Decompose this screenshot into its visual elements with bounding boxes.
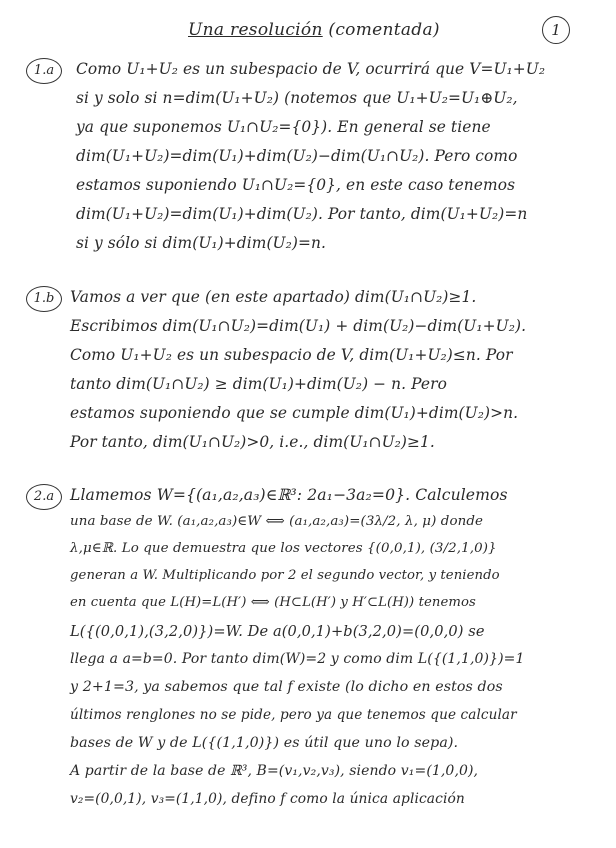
section-label: 2.a [26,484,62,510]
text-line: λ,μ∈ℝ. Lo que demuestra que los vectores {(0,0,1), (3/2,1,0)} [70,541,497,556]
text-line: llega a a=b=0. Por tanto dim(W)=2 y como dim L({(1,1,0)})=1 [70,651,525,667]
text-line: si y sólo si dim(U₁)+dim(U₂)=n. [76,234,326,252]
text-line: Como U₁+U₂ es un subespacio de V, dim(U₁+U₂)≤n. Por [70,346,513,364]
text-line: generan a W. Multiplicando por 2 el segundo vector, y teniendo [70,568,500,583]
text-line: dim(U₁+U₂)=dim(U₁)+dim(U₂)−dim(U₁∩U₂). Pero como [76,147,518,165]
text-line: una base de W. (a₁,a₂,a₃)∈W ⟺ (a₁,a₂,a₃)=(3λ/2, λ, μ) donde [70,514,484,529]
text-line: si y solo si n=dim(U₁+U₂) (notemos que U₁+U₂=U₁⊕U₂, [76,89,518,107]
text-line: Escribimos dim(U₁∩U₂)=dim(U₁) + dim(U₂)−dim(U₁+U₂). [70,317,527,335]
section-label: 1.b [26,286,62,312]
text-line: Por tanto, dim(U₁∩U₂)>0, i.e., dim(U₁∩U₂)≥1. [70,433,435,451]
text-line: estamos suponiendo U₁∩U₂={0}, en este caso tenemos [76,176,516,194]
text-line: dim(U₁+U₂)=dim(U₁)+dim(U₂). Por tanto, dim(U₁+U₂)=n [76,205,528,223]
text-line: Vamos a ver que (en este apartado) dim(U₁∩U₂)≥1. [70,288,477,306]
text-line: Llamemos W={(a₁,a₂,a₃)∈ℝ³: 2a₁−3a₂=0}. Calculemos [70,486,508,504]
page-header [0,14,616,48]
text-line: en cuenta que L(H)=L(H′) ⟺ (H⊂L(H′) y H′⊂L(H)) tenemos [70,595,476,610]
text-line: estamos suponiendo que se cumple dim(U₁)+dim(U₂)>n. [70,404,519,422]
text-line: y 2+1=3, ya sabemos que tal f existe (lo dicho en estos dos [70,679,503,695]
text-line: Como U₁+U₂ es un subespacio de V, ocurrirá que V=U₁+U₂ [76,60,546,78]
title-underlined: Una resolución [188,20,323,40]
text-line: A partir de la base de ℝ³, B=(v₁,v₂,v₃), siendo v₁=(1,0,0), [70,763,479,779]
title-rest: (comentada) [322,20,440,40]
text-line: bases de W y de L({(1,1,0)}) es útil que uno lo sepa). [70,735,459,751]
text-line: L({(0,0,1),(3,2,0)})=W. De a(0,0,1)+b(3,2,0)=(0,0,0) se [70,623,485,640]
text-line: v₂=(0,0,1), v₃=(1,1,0), defino f como la única aplicación [70,791,465,807]
text-line: últimos renglones no se pide, pero ya que tenemos que calcular [70,707,517,723]
section-label: 1.a [26,58,62,84]
page-number: 1 [542,16,570,44]
page-title [188,20,440,40]
text-line: tanto dim(U₁∩U₂) ≥ dim(U₁)+dim(U₂) − n. Pero [70,375,447,393]
text-line: ya que suponemos U₁∩U₂={0}). En general se tiene [76,118,491,136]
